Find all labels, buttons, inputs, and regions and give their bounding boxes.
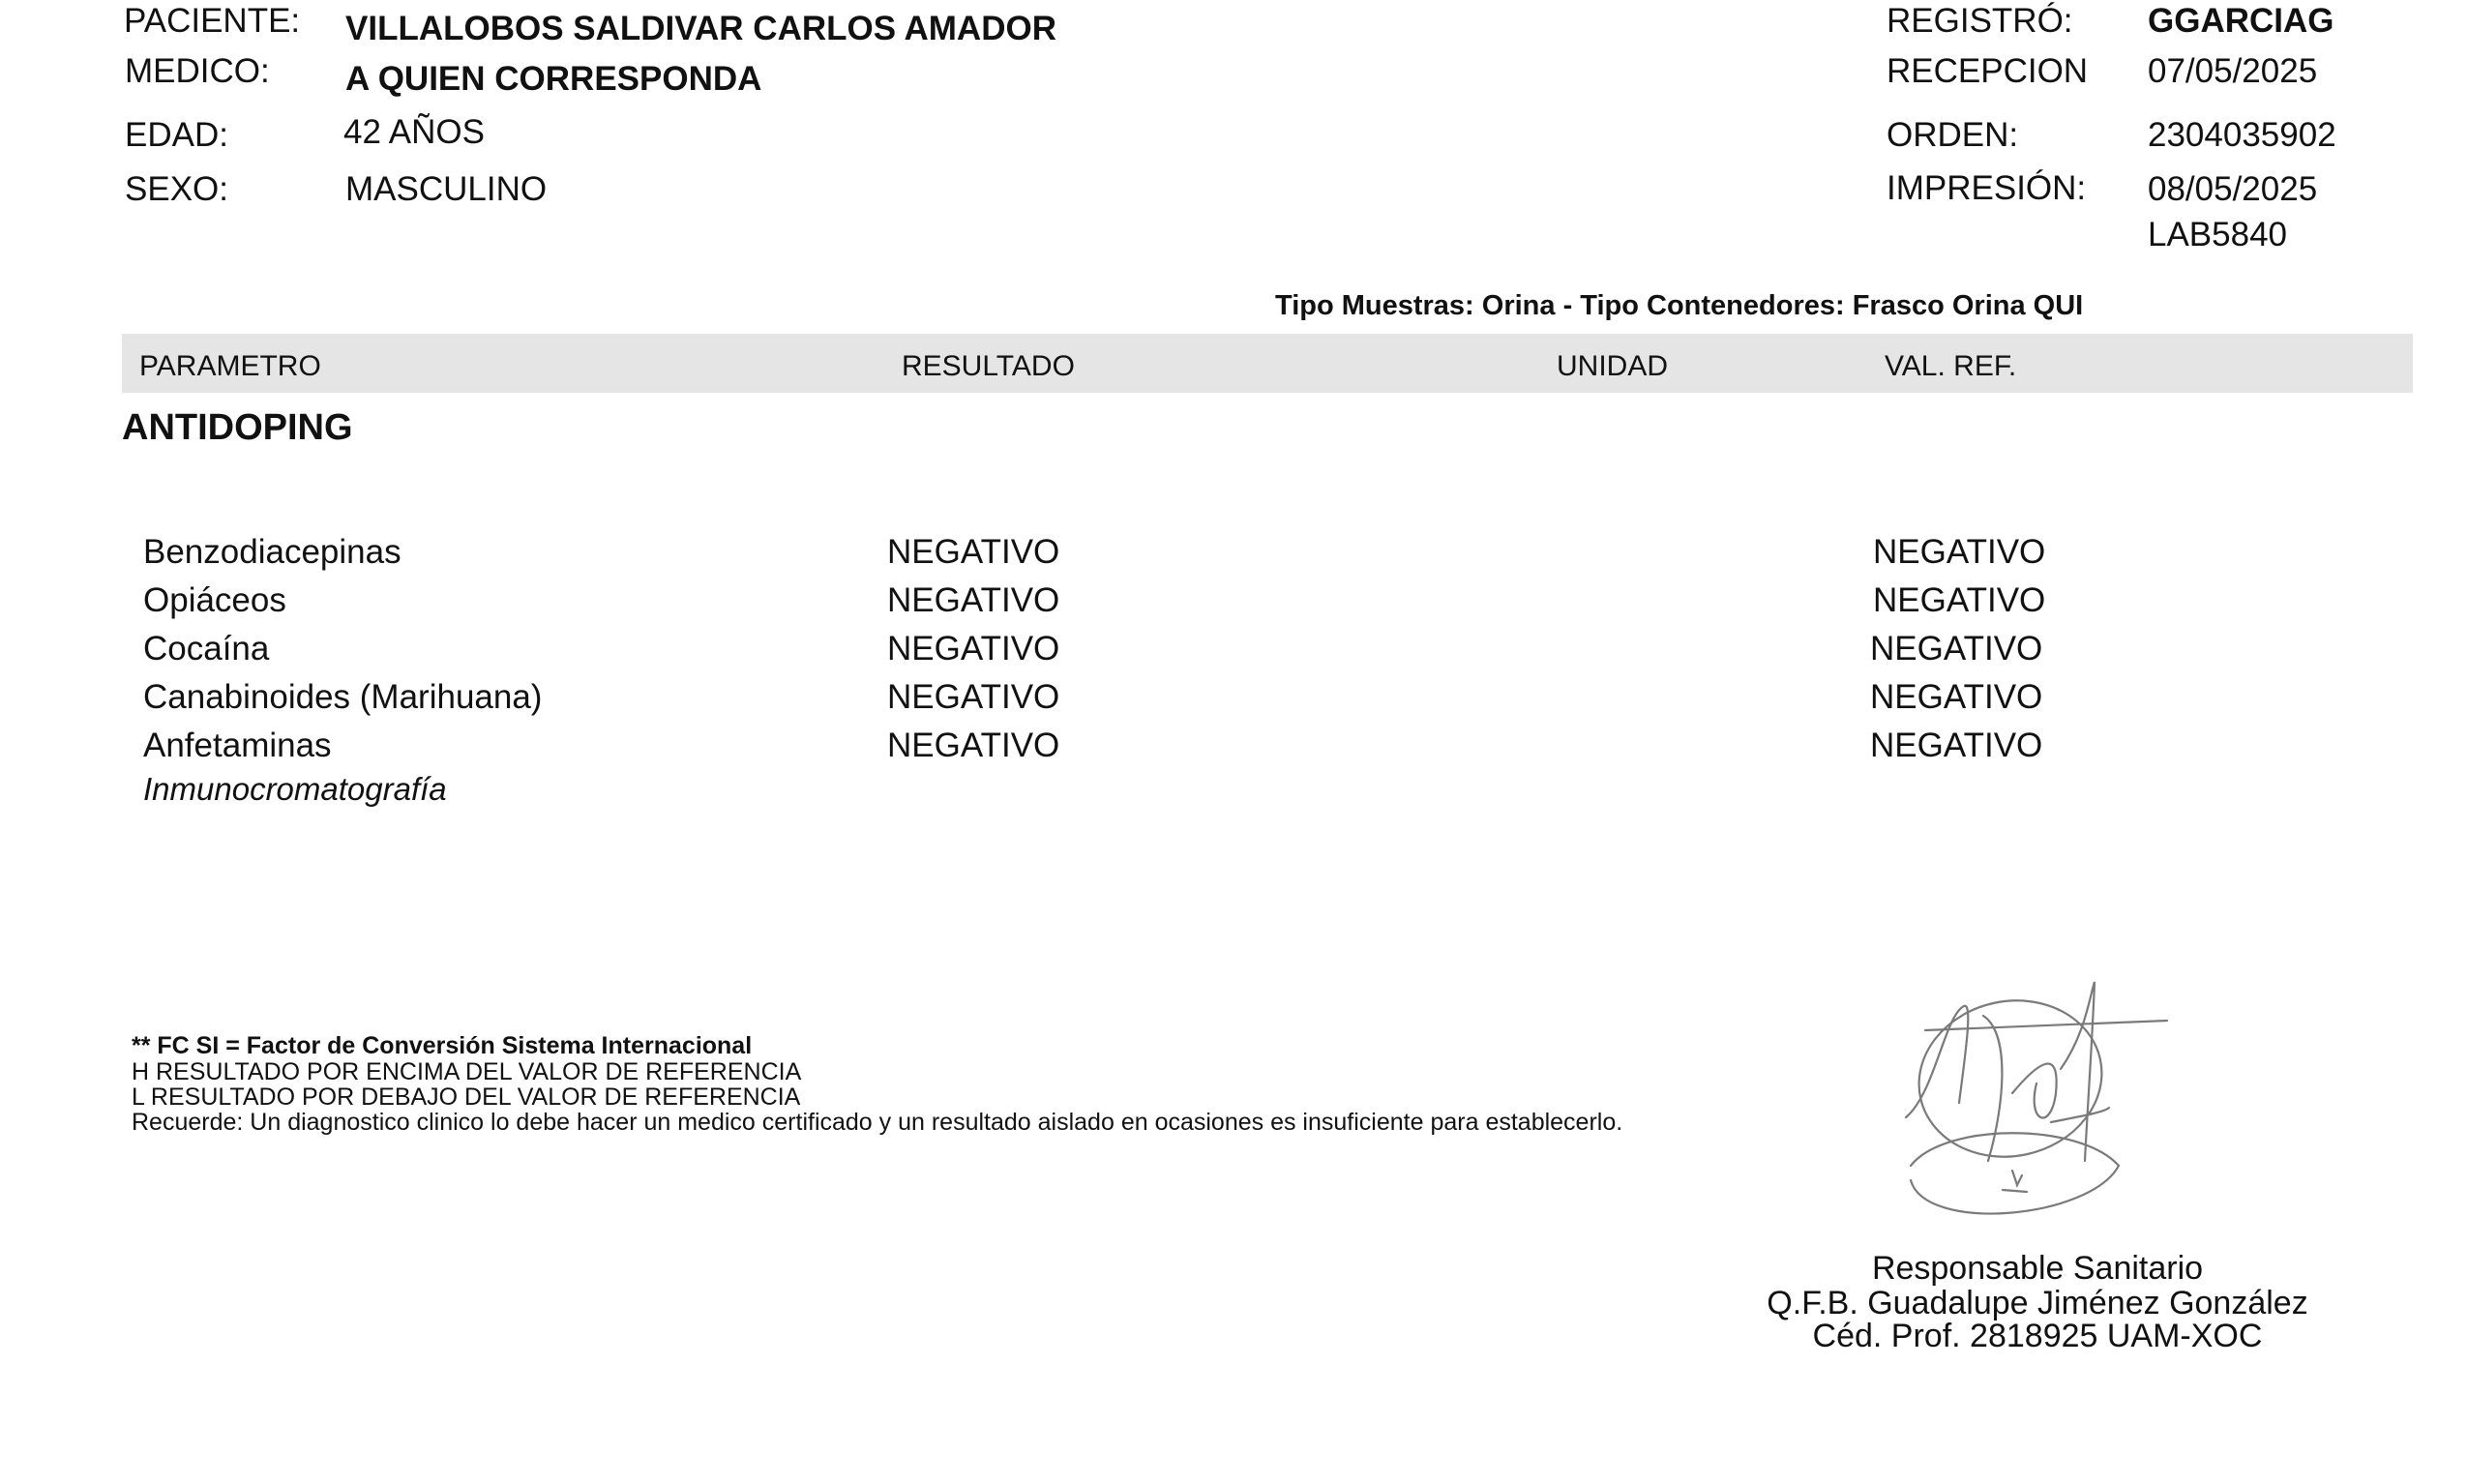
orden-label: ORDEN: xyxy=(1887,116,2019,154)
row-val-ref: NEGATIVO xyxy=(1870,630,2043,668)
method-note: Inmunocromatografía xyxy=(143,771,447,807)
lab-code: LAB5840 xyxy=(2148,216,2288,253)
col-parametro: PARAMETRO xyxy=(139,350,321,382)
signatory-license: Céd. Prof. 2818925 UAM-XOC xyxy=(1812,1318,2263,1354)
impresion-value: 08/05/2025 xyxy=(2148,170,2318,208)
edad-label: EDAD: xyxy=(125,116,228,154)
registro-label: REGISTRÓ: xyxy=(1887,2,2073,40)
sexo-label: SEXO: xyxy=(125,170,228,208)
footnote-l: L RESULTADO POR DEBAJO DEL VALOR DE REFERENCIA xyxy=(132,1083,801,1111)
orden-value: 2304035902 xyxy=(2148,116,2336,154)
row-resultado: NEGATIVO xyxy=(887,678,1060,716)
paciente-label: PACIENTE: xyxy=(124,2,301,40)
col-val-ref: VAL. REF. xyxy=(1885,350,2017,382)
footnote-fc-si: ** FC SI = Factor de Conversión Sistema Internacional xyxy=(132,1032,753,1059)
paciente-value: VILLALOBOS SALDIVAR CARLOS AMADOR xyxy=(345,10,1056,47)
sample-info: Tipo Muestras: Orina - Tipo Contenedores: Frasco Orina QUI xyxy=(1275,290,2084,321)
row-parametro: Anfetaminas xyxy=(143,727,332,764)
row-val-ref: NEGATIVO xyxy=(1873,581,2046,619)
row-resultado: NEGATIVO xyxy=(887,533,1060,571)
recepcion-label: RECEPCION xyxy=(1887,52,2089,90)
medico-value: A QUIEN CORRESPONDA xyxy=(345,60,762,98)
signature-image xyxy=(1867,977,2186,1229)
table-header-bar xyxy=(122,334,2413,393)
row-val-ref: NEGATIVO xyxy=(1870,678,2043,716)
signatory-name: Q.F.B. Guadalupe Jiménez González xyxy=(1767,1285,2308,1321)
row-val-ref: NEGATIVO xyxy=(1870,727,2043,764)
edad-value: 42 AÑOS xyxy=(343,113,485,151)
row-parametro: Cocaína xyxy=(143,630,270,668)
footnote-h: H RESULTADO POR ENCIMA DEL VALOR DE REFERENCIA xyxy=(132,1058,802,1085)
row-parametro: Canabinoides (Marihuana) xyxy=(143,678,543,716)
row-parametro: Opiáceos xyxy=(143,581,286,619)
signatory-role: Responsable Sanitario xyxy=(1871,1250,2204,1287)
col-resultado: RESULTADO xyxy=(902,350,1075,382)
row-resultado: NEGATIVO xyxy=(887,727,1060,764)
col-unidad: UNIDAD xyxy=(1557,350,1669,382)
medico-label: MEDICO: xyxy=(125,52,270,90)
row-parametro: Benzodiacepinas xyxy=(143,533,401,571)
recepcion-value: 07/05/2025 xyxy=(2148,52,2318,90)
registro-value: GGARCIAG xyxy=(2148,2,2334,40)
row-resultado: NEGATIVO xyxy=(887,581,1060,619)
sexo-value: MASCULINO xyxy=(345,170,548,208)
row-resultado: NEGATIVO xyxy=(887,630,1060,668)
section-title: ANTIDOPING xyxy=(122,407,353,448)
impresion-label: IMPRESIÓN: xyxy=(1887,169,2087,207)
row-val-ref: NEGATIVO xyxy=(1873,533,2046,571)
footnote-disclaimer: Recuerde: Un diagnostico clinico lo debe hacer un medico certificado y un resultado aislado en ocasiones es insuficiente para establecerlo. xyxy=(132,1109,1623,1136)
